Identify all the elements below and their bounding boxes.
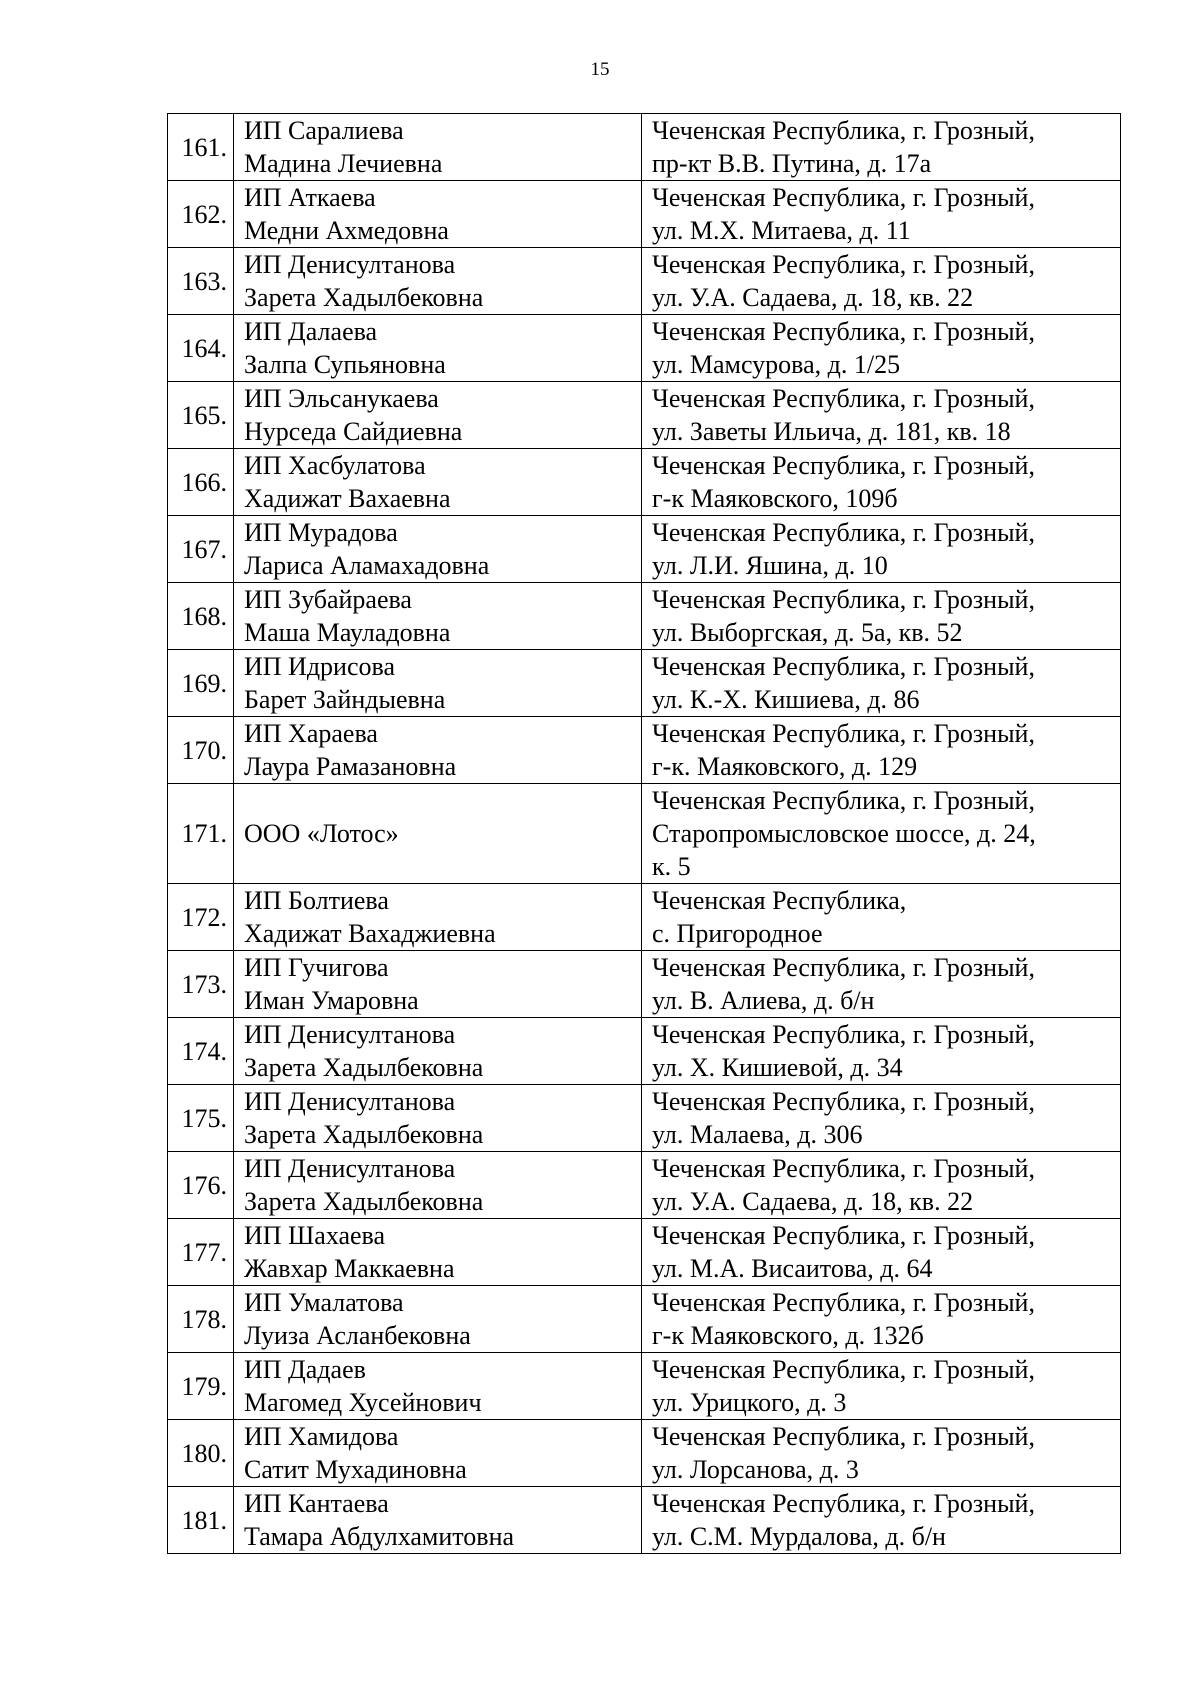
table-row	[168, 449, 1121, 516]
registry-table	[167, 113, 1121, 1554]
entrepreneur-name-line: Лариса Аламахадовна	[244, 551, 490, 580]
table-row	[168, 1152, 1121, 1219]
address-line: ул. Х. Кишиевой, д. 34	[652, 1053, 903, 1082]
row-number: 162.	[168, 181, 234, 248]
entrepreneur-name-line: ИП Далаева	[244, 317, 378, 346]
row-number: 172.	[168, 884, 234, 951]
entrepreneur-name-cell	[234, 583, 642, 650]
address-line: ул. Лорсанова, д. 3	[652, 1455, 859, 1484]
entrepreneur-name-line: ИП Гучигова	[244, 953, 389, 982]
address-cell	[642, 315, 1121, 382]
entrepreneur-name-line: Зарета Хадылбековна	[244, 283, 484, 312]
address-line: Чеченская Республика, г. Грозный,	[652, 1154, 1035, 1183]
address-cell	[642, 248, 1121, 315]
address-cell	[642, 449, 1121, 516]
address-line: ул. С.М. Мурдалова, д. б/н	[652, 1522, 946, 1551]
entrepreneur-name-cell	[234, 1353, 642, 1420]
entrepreneur-name-cell	[234, 951, 642, 1018]
address-line: Чеченская Республика, г. Грозный,	[652, 1355, 1035, 1384]
table-row	[168, 884, 1121, 951]
entrepreneur-name-line: ИП Идрисова	[244, 652, 395, 681]
entrepreneur-name-line: Хадижат Вахаджиевна	[244, 919, 496, 948]
address-line: Старопромысловское шоссе, д. 24,	[652, 819, 1036, 848]
row-number: 175.	[168, 1085, 234, 1152]
entrepreneur-name-cell	[234, 1487, 642, 1554]
entrepreneur-name-line: Зарета Хадылбековна	[244, 1120, 484, 1149]
address-line: Чеченская Республика, г. Грозный,	[652, 1422, 1035, 1451]
address-line: Чеченская Республика, г. Грозный,	[652, 719, 1035, 748]
row-number: 174.	[168, 1018, 234, 1085]
entrepreneur-name-line: ИП Умалатова	[244, 1288, 404, 1317]
entrepreneur-name-line: ИП Болтиева	[244, 886, 389, 915]
row-number: 161.	[168, 114, 234, 181]
entrepreneur-name-line: ИП Денисултанова	[244, 250, 456, 279]
table-row	[168, 1219, 1121, 1286]
table-row	[168, 248, 1121, 315]
address-line: Чеченская Республика, г. Грозный,	[652, 1288, 1035, 1317]
entrepreneur-name-line: ИП Хараева	[244, 719, 378, 748]
entrepreneur-name-line: Луиза Асланбековна	[244, 1321, 471, 1350]
address-cell	[642, 1353, 1121, 1420]
address-cell	[642, 1219, 1121, 1286]
address-line: Чеченская Республика, г. Грозный,	[652, 953, 1035, 982]
address-line: Чеченская Республика,	[652, 886, 907, 915]
entrepreneur-name-cell	[234, 884, 642, 951]
entrepreneur-name-cell	[234, 449, 642, 516]
entrepreneur-name-line: ИП Эльсанукаева	[244, 384, 439, 413]
registry-table-body	[168, 114, 1121, 1554]
row-number: 181.	[168, 1487, 234, 1554]
table-row	[168, 1420, 1121, 1487]
table-row	[168, 650, 1121, 717]
address-line: ул. Малаева, д. 306	[652, 1120, 863, 1149]
address-line: Чеченская Республика, г. Грозный,	[652, 786, 1035, 815]
entrepreneur-name-cell	[234, 382, 642, 449]
address-line: ул. У.А. Садаева, д. 18, кв. 22	[652, 1187, 974, 1216]
row-number: 170.	[168, 717, 234, 784]
row-number: 173.	[168, 951, 234, 1018]
address-cell	[642, 114, 1121, 181]
entrepreneur-name-line: Барет Зайндыевна	[244, 685, 446, 714]
entrepreneur-name-line: ИП Дадаев	[244, 1355, 366, 1384]
address-line: ул. Л.И. Яшина, д. 10	[652, 551, 888, 580]
table-row	[168, 1085, 1121, 1152]
address-line: Чеченская Республика, г. Грозный,	[652, 250, 1035, 279]
table-row	[168, 1286, 1121, 1353]
address-line: г-к Маяковского, д. 132б	[652, 1321, 924, 1350]
row-number: 164.	[168, 315, 234, 382]
entrepreneur-name-line: Сатит Мухадиновна	[244, 1455, 467, 1484]
address-cell	[642, 1018, 1121, 1085]
entrepreneur-name-cell	[234, 516, 642, 583]
table-row	[168, 717, 1121, 784]
address-line: ул. Выборгская, д. 5а, кв. 52	[652, 618, 963, 647]
entrepreneur-name-cell	[234, 315, 642, 382]
entrepreneur-name-cell	[234, 181, 642, 248]
table-row	[168, 382, 1121, 449]
row-number: 166.	[168, 449, 234, 516]
entrepreneur-name-line: Медни Ахмедовна	[244, 216, 449, 245]
row-number: 177.	[168, 1219, 234, 1286]
address-line: Чеченская Республика, г. Грозный,	[652, 451, 1035, 480]
table-row	[168, 583, 1121, 650]
address-cell	[642, 1420, 1121, 1487]
address-cell	[642, 784, 1121, 884]
address-line: ул. Заветы Ильича, д. 181, кв. 18	[652, 417, 1011, 446]
table-row	[168, 784, 1121, 884]
entrepreneur-name-cell	[234, 1018, 642, 1085]
table-row	[168, 516, 1121, 583]
address-line: ул. У.А. Садаева, д. 18, кв. 22	[652, 283, 974, 312]
row-number: 165.	[168, 382, 234, 449]
address-cell	[642, 1286, 1121, 1353]
entrepreneur-name-line: Нурседа Сайдиевна	[244, 417, 463, 446]
entrepreneur-name-line: Хадижат Вахаевна	[244, 484, 451, 513]
address-line: Чеченская Республика, г. Грозный,	[652, 1020, 1035, 1049]
address-line: пр-кт В.В. Путина, д. 17а	[652, 149, 932, 178]
entrepreneur-name-cell	[234, 1085, 642, 1152]
entrepreneur-name-line: ИП Денисултанова	[244, 1020, 456, 1049]
row-number: 169.	[168, 650, 234, 717]
address-line: ул. К.-Х. Кишиева, д. 86	[652, 685, 920, 714]
address-line: Чеченская Республика, г. Грозный,	[652, 518, 1035, 547]
address-line: к. 5	[652, 852, 691, 881]
address-line: Чеченская Республика, г. Грозный,	[652, 317, 1035, 346]
row-number: 180.	[168, 1420, 234, 1487]
row-number: 163.	[168, 248, 234, 315]
address-cell	[642, 650, 1121, 717]
address-cell	[642, 382, 1121, 449]
address-cell	[642, 951, 1121, 1018]
address-line: г-к. Маяковского, д. 129	[652, 752, 918, 781]
address-line: Чеченская Республика, г. Грозный,	[652, 1221, 1035, 1250]
table-row	[168, 181, 1121, 248]
entrepreneur-name-line: Тамара Абдулхамитовна	[244, 1522, 515, 1551]
entrepreneur-name-line: ИП Саралиева	[244, 116, 404, 145]
address-cell	[642, 1487, 1121, 1554]
table-row	[168, 1353, 1121, 1420]
entrepreneur-name-line: ИП Мурадова	[244, 518, 398, 547]
entrepreneur-name-line: ИП Кантаева	[244, 1489, 389, 1518]
entrepreneur-name-line: Зарета Хадылбековна	[244, 1187, 484, 1216]
entrepreneur-name-line: ИП Зубайраева	[244, 585, 412, 614]
entrepreneur-name-cell	[234, 1219, 642, 1286]
entrepreneur-name-cell	[234, 650, 642, 717]
entrepreneur-name-cell	[234, 1286, 642, 1353]
entrepreneur-name-line: Маша Мауладовна	[244, 618, 451, 647]
entrepreneur-name-line: Залпа Супьяновна	[244, 350, 446, 379]
row-number: 179.	[168, 1353, 234, 1420]
entrepreneur-name-line: ИП Аткаева	[244, 183, 376, 212]
table-row	[168, 1487, 1121, 1554]
entrepreneur-name-cell	[234, 1420, 642, 1487]
address-line: Чеченская Республика, г. Грозный,	[652, 384, 1035, 413]
entrepreneur-name-line: Лаура Рамазановна	[244, 752, 457, 781]
address-cell	[642, 717, 1121, 784]
table-row	[168, 114, 1121, 181]
address-line: Чеченская Республика, г. Грозный,	[652, 183, 1035, 212]
address-cell	[642, 516, 1121, 583]
row-number: 167.	[168, 516, 234, 583]
row-number: 176.	[168, 1152, 234, 1219]
address-cell	[642, 181, 1121, 248]
entrepreneur-name-line: ИП Шахаева	[244, 1221, 386, 1250]
row-number: 168.	[168, 583, 234, 650]
address-cell	[642, 1152, 1121, 1219]
entrepreneur-name-line: ИП Денисултанова	[244, 1087, 456, 1116]
address-cell	[642, 1085, 1121, 1152]
address-cell	[642, 583, 1121, 650]
entrepreneur-name-line: Магомед Хусейнович	[244, 1388, 482, 1417]
entrepreneur-name-line: Зарета Хадылбековна	[244, 1053, 484, 1082]
entrepreneur-name-line: ИП Денисултанова	[244, 1154, 456, 1183]
table-row	[168, 951, 1121, 1018]
address-line: ул. Мамсурова, д. 1/25	[652, 350, 901, 379]
entrepreneur-name-cell	[234, 114, 642, 181]
row-number: 178.	[168, 1286, 234, 1353]
entrepreneur-name-line: ИП Хасбулатова	[244, 451, 426, 480]
address-line: с. Пригородное	[652, 919, 823, 948]
address-line: ул. В. Алиева, д. б/н	[652, 986, 875, 1015]
entrepreneur-name-line: Жавхар Маккаевна	[244, 1254, 455, 1283]
entrepreneur-name-line: Иман Умаровна	[244, 986, 419, 1015]
entrepreneur-name-cell	[234, 248, 642, 315]
entrepreneur-name-line: ИП Хамидова	[244, 1422, 399, 1451]
address-line: Чеченская Республика, г. Грозный,	[652, 585, 1035, 614]
address-line: ул. М.А. Висаитова, д. 64	[652, 1254, 933, 1283]
address-cell	[642, 884, 1121, 951]
entrepreneur-name-line: ООО «Лотос»	[244, 819, 399, 848]
page-number: 15	[590, 59, 610, 80]
address-line: Чеченская Республика, г. Грозный,	[652, 116, 1035, 145]
entrepreneur-name-cell	[234, 717, 642, 784]
address-line: ул. М.Х. Митаева, д. 11	[652, 216, 911, 245]
entrepreneur-name-cell	[234, 784, 642, 884]
address-line: Чеченская Республика, г. Грозный,	[652, 652, 1035, 681]
entrepreneur-name-line: Мадина Лечиевна	[244, 149, 443, 178]
row-number: 171.	[168, 784, 234, 884]
entrepreneur-name-cell	[234, 1152, 642, 1219]
address-line: г-к Маяковского, 109б	[652, 484, 898, 513]
table-row	[168, 315, 1121, 382]
table-row	[168, 1018, 1121, 1085]
address-line: ул. Урицкого, д. 3	[652, 1388, 847, 1417]
address-line: Чеченская Республика, г. Грозный,	[652, 1489, 1035, 1518]
address-line: Чеченская Республика, г. Грозный,	[652, 1087, 1035, 1116]
